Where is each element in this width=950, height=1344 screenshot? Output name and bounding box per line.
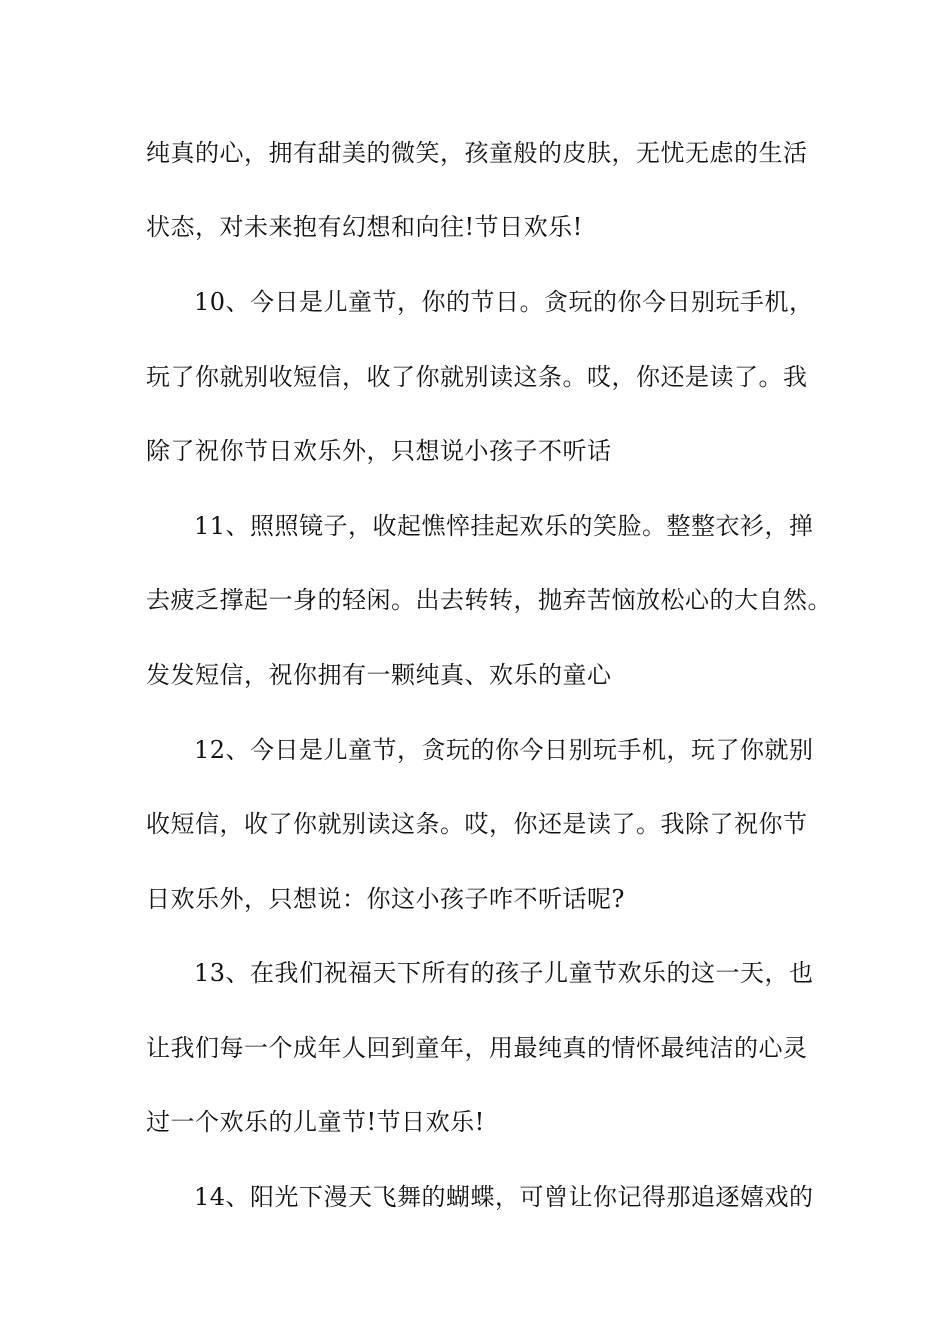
text-line: 让我们每一个成年人回到童年，用最纯真的情怀最纯洁的心灵 (146, 1034, 808, 1062)
paragraph-start-line: 12、今日是儿童节，贪玩的你今日别玩手机，玩了你就别 (194, 736, 814, 764)
text-line: 日欢乐外，只想说：你这小孩子咋不听话呢? (146, 885, 625, 913)
text-line: 发发短信，祝你拥有一颗纯真、欢乐的童心 (146, 661, 612, 689)
paragraph-start-line: 14、阳光下漫天飞舞的蝴蝶，可曾让你记得那追逐嬉戏的 (194, 1183, 814, 1211)
paragraph-start-line: 10、今日是儿童节，你的节日。贪玩的你今日别玩手机， (194, 288, 814, 316)
text-line: 纯真的心，拥有甜美的微笑，孩童般的皮肤，无忧无虑的生活 (146, 139, 808, 167)
text-line: 玩了你就别收短信，收了你就别读这条。哎，你还是读了。我 (146, 363, 808, 391)
text-line: 去疲乏撑起一身的轻闲。出去转转，抛弃苦恼放松心的大自然。 (146, 586, 832, 614)
paragraph-start-line: 13、在我们祝福天下所有的孩子儿童节欢乐的这一天，也 (194, 959, 814, 987)
text-line: 状态，对未来抱有幻想和向往!节日欢乐! (146, 213, 583, 241)
text-line: 过一个欢乐的儿童节!节日欢乐! (146, 1108, 485, 1136)
text-line: 收短信，收了你就别读这条。哎，你还是读了。我除了祝你节 (146, 810, 808, 838)
paragraph-start-line: 11、照照镜子，收起憔悴挂起欢乐的笑脸。整整衣衫，掸 (194, 512, 814, 540)
text-line: 除了祝你节日欢乐外，只想说小孩子不听话 (146, 437, 612, 465)
